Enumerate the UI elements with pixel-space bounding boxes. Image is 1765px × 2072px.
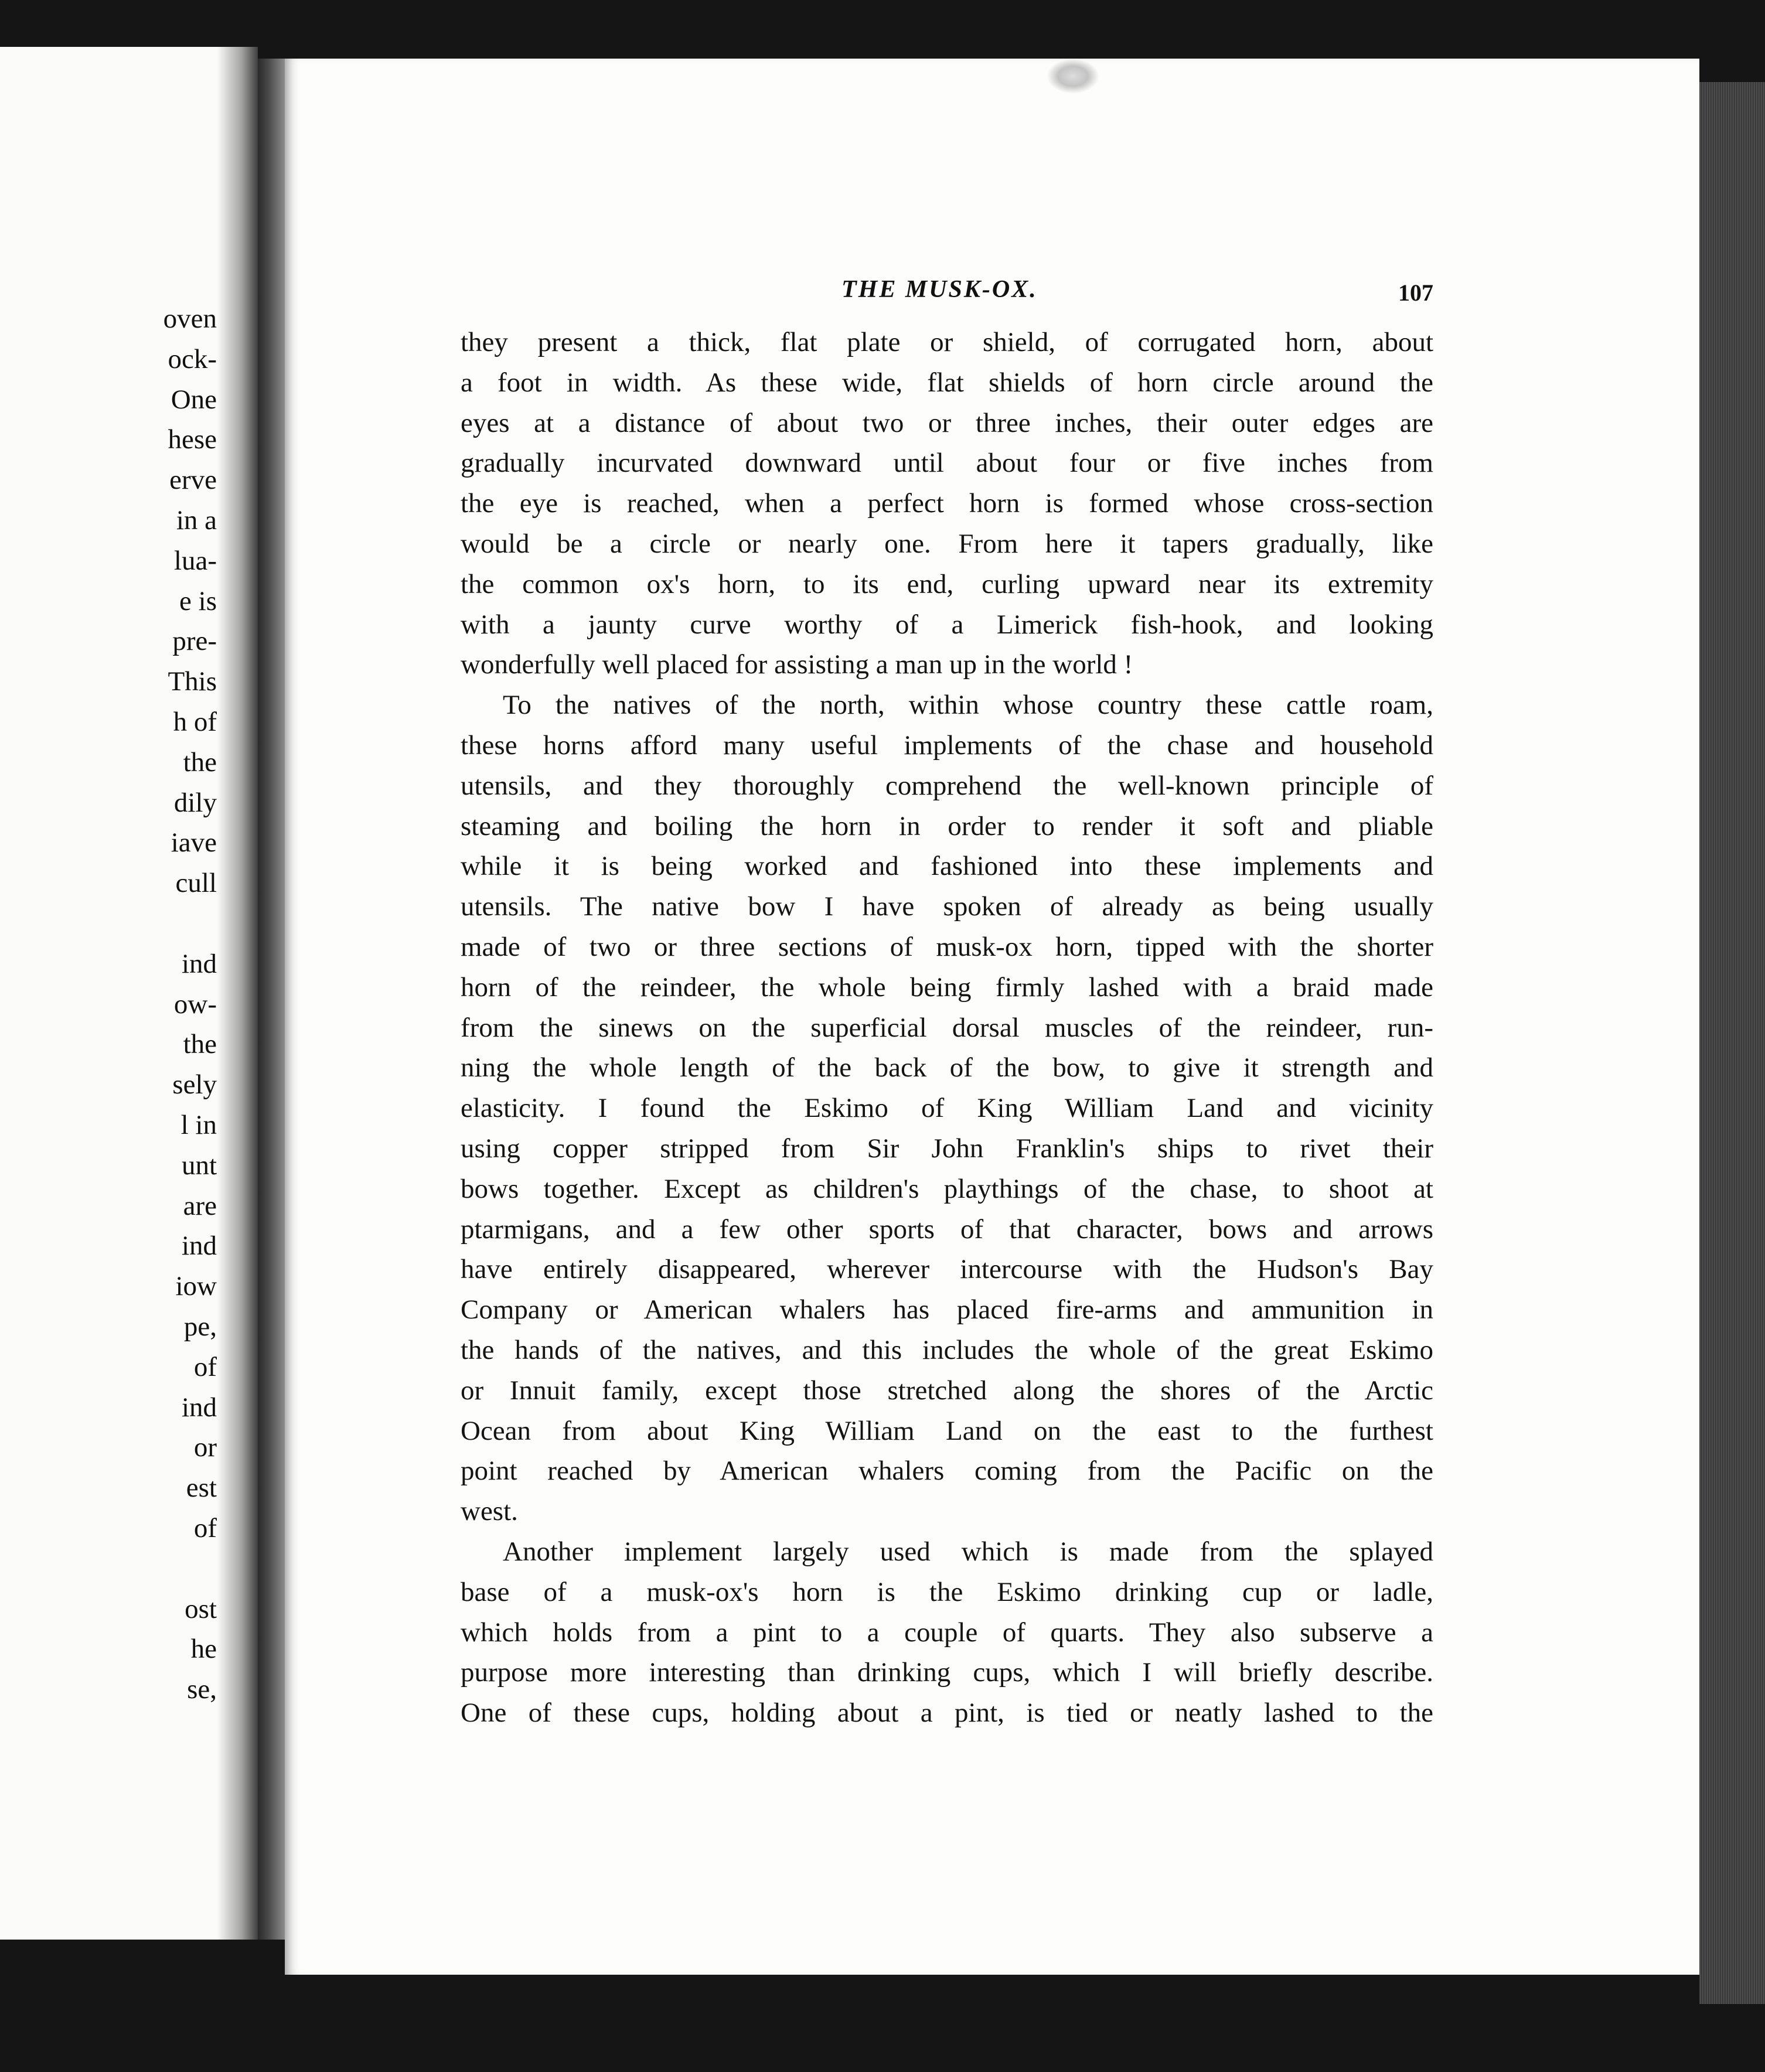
- running-head: [285, 275, 1699, 311]
- book-page: [285, 59, 1699, 1975]
- text-line: from the sinews on the superficial dorsal muscles of the reindeer, run-: [461, 1012, 1433, 1043]
- text-line: Company or American whalers has placed fire-arms and ammunition in: [461, 1294, 1433, 1325]
- text-line: horn of the reindeer, the whole being firmly lashed with a braid made: [461, 972, 1433, 1003]
- body-text: [461, 322, 1433, 1733]
- left-fragment-line: sely: [172, 1069, 217, 1100]
- left-fragment-line: are: [183, 1190, 217, 1221]
- left-fragment-line: in a: [176, 505, 217, 536]
- left-fragment-line: or: [193, 1432, 217, 1463]
- left-fragment-line: cull: [175, 868, 217, 899]
- left-fragment-line: ind: [181, 1231, 217, 1262]
- text-line: while it is being worked and fashioned into these implements and: [461, 851, 1433, 882]
- text-line: gradually incurvated downward until about four or five inches from: [461, 448, 1433, 479]
- left-fragment-line: pre-: [172, 626, 217, 657]
- left-fragment-line: lua-: [173, 545, 217, 576]
- left-fragment-line: One: [171, 384, 217, 415]
- paragraph: [461, 1532, 1433, 1733]
- left-fragment-line: iow: [175, 1271, 217, 1302]
- left-facing-page: [0, 47, 258, 1940]
- left-fragment-line: dily: [173, 787, 217, 818]
- text-line: have entirely disappeared, wherever intercourse with the Hudson's Bay: [461, 1254, 1433, 1285]
- text-line: Ocean from about King William Land on the east to the furthest: [461, 1415, 1433, 1446]
- left-fragment-line: the: [183, 747, 217, 778]
- left-fragment-line: This: [168, 666, 217, 697]
- text-line: wonderfully well placed for assisting a man up in the world !: [461, 649, 1133, 680]
- text-line: or Innuit family, except those stretched along the shores of the Arctic: [461, 1375, 1433, 1406]
- text-line: base of a musk-ox's horn is the Eskimo drinking cup or ladle,: [461, 1576, 1433, 1607]
- text-line: the eye is reached, when a perfect horn is formed whose cross-section: [461, 488, 1433, 519]
- left-fragment-line: hese: [168, 424, 217, 455]
- page-edge-stack: [1699, 82, 1765, 2004]
- left-fragment-line: se,: [187, 1674, 217, 1705]
- text-line: made of two or three sections of musk-ox horn, tipped with the shorter: [461, 931, 1433, 962]
- left-fragment-line: [64, 904, 217, 944]
- left-fragment-line: the: [183, 1029, 217, 1060]
- text-line: To the natives of the north, within whose country these cattle roam,: [503, 690, 1433, 721]
- text-line: would be a circle or nearly one. From here it tapers gradually, like: [461, 528, 1433, 559]
- paragraph: [461, 322, 1433, 685]
- text-line: a foot in width. As these wide, flat shields of horn circle around the: [461, 367, 1433, 398]
- left-fragment-line: he: [190, 1634, 217, 1665]
- text-line: purpose more interesting than drinking cups, which I will briefly describe.: [461, 1657, 1433, 1688]
- left-fragment-line: ost: [185, 1593, 217, 1624]
- text-line: they present a thick, flat plate or shield, of corrugated horn, about: [461, 327, 1433, 357]
- gutter-shadow: [217, 47, 258, 1940]
- left-fragment-line: of: [193, 1351, 217, 1382]
- text-line: which holds from a pint to a couple of quarts. They also subserve a: [461, 1617, 1433, 1648]
- text-line: bows together. Except as children's playthings of the chase, to shoot at: [461, 1173, 1433, 1204]
- text-line: the hands of the natives, and this includes the whole of the great Eskimo: [461, 1334, 1433, 1365]
- page-smudge: [1047, 59, 1099, 94]
- text-line: ning the whole length of the back of the bow, to give it strength and: [461, 1052, 1433, 1083]
- text-line: steaming and boiling the horn in order to render it soft and pliable: [461, 810, 1433, 841]
- left-fragment-line: oven: [163, 304, 217, 334]
- text-line: One of these cups, holding about a pint, is tied or neatly lashed to the: [461, 1698, 1433, 1729]
- text-line: these horns afford many useful implements of the chase and household: [461, 730, 1433, 761]
- text-line: using copper stripped from Sir John Franklin's ships to rivet their: [461, 1133, 1433, 1164]
- left-fragment-line: ind: [181, 1392, 217, 1423]
- left-fragment-line: of: [193, 1512, 217, 1543]
- left-fragment-line: [64, 1549, 217, 1589]
- left-fragment-line: ock-: [168, 343, 217, 374]
- left-fragment-line: pe,: [183, 1311, 217, 1342]
- left-fragment-line: erve: [169, 465, 217, 496]
- left-fragment-line: l in: [180, 1109, 217, 1140]
- left-fragment-line: iave: [171, 827, 217, 858]
- left-fragment-line: e is: [179, 585, 217, 616]
- text-line: utensils. The native bow I have spoken of already as being usually: [461, 891, 1433, 922]
- left-fragment-line: ind: [181, 948, 217, 979]
- text-line: ptarmigans, and a few other sports of that character, bows and arrows: [461, 1214, 1433, 1245]
- text-line: Another implement largely used which is made from the splayed: [503, 1536, 1433, 1567]
- left-page-text-fragments: [64, 299, 217, 1710]
- page-number: 107: [1398, 280, 1433, 306]
- left-fragment-line: h of: [173, 706, 217, 737]
- text-line: with a jaunty curve worthy of a Limerick fish-hook, and looking: [461, 609, 1433, 640]
- text-line: point reached by American whalers coming from the Pacific on the: [461, 1456, 1433, 1487]
- left-fragment-line: unt: [181, 1150, 217, 1181]
- text-line: eyes at a distance of about two or three inches, their outer edges are: [461, 407, 1433, 438]
- left-fragment-line: est: [186, 1473, 217, 1504]
- book-binding-gutter: [258, 59, 285, 1940]
- text-line: west.: [461, 1496, 518, 1527]
- paragraph: [461, 685, 1433, 1532]
- running-title: THE MUSK-OX.: [841, 276, 1038, 303]
- left-fragment-line: ow-: [173, 989, 217, 1020]
- text-line: the common ox's horn, to its end, curling upward near its extremity: [461, 568, 1433, 599]
- text-line: utensils, and they thoroughly comprehend the well-known principle of: [461, 770, 1433, 801]
- text-line: elasticity. I found the Eskimo of King William Land and vicinity: [461, 1093, 1433, 1124]
